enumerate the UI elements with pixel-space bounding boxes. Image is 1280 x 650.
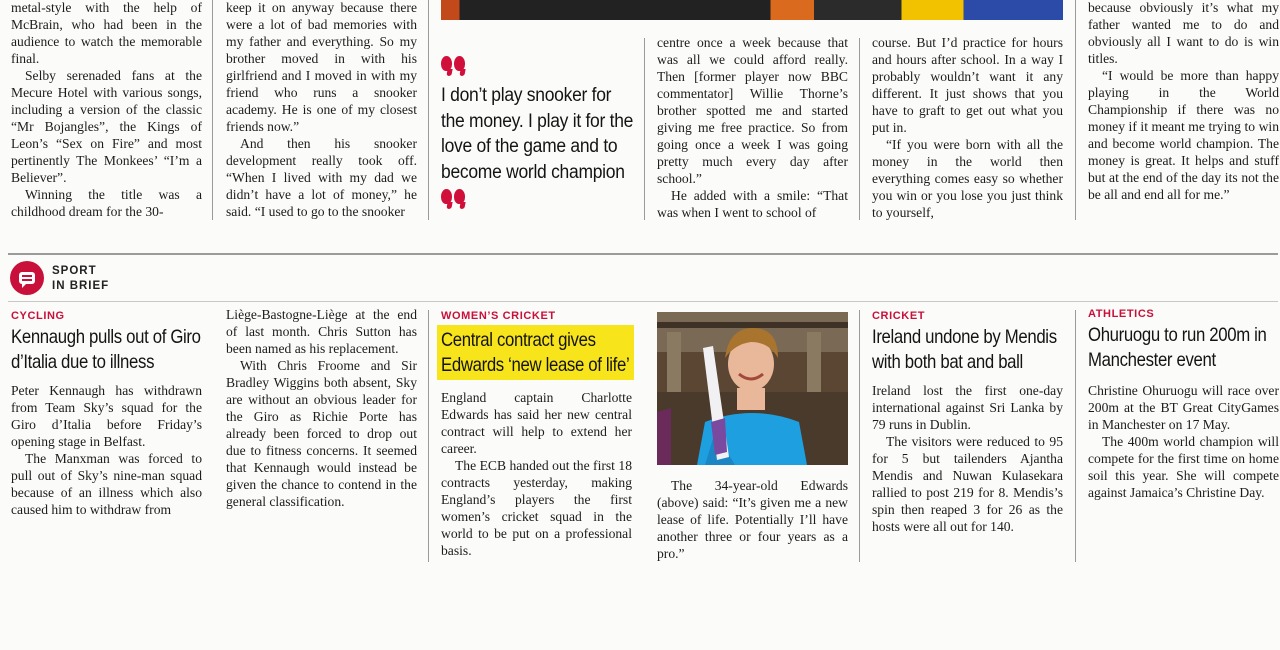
- paragraph: centre once a week because that was all we could afford really. Then [former player now BBC commentator] Willie Thorne’s brother spotted me and started giving me free practice. So from going once a week I was going pretty much every day after school.”: [657, 35, 848, 186]
- paragraph: He added with a smile: “That was when I went to school of: [657, 188, 848, 220]
- open-quote-icon: [441, 56, 655, 71]
- paragraph: The 400m world champion will compete for the first time on home soil this year. She will compete against Jamaica’s Christine Day.: [1088, 434, 1279, 500]
- paragraph: “If you were born with all the money in the world then everything comes easy so whether you win or you lose you just think to yourself,: [872, 137, 1063, 220]
- headline: Ireland undone by Mendis with both bat and ball: [872, 326, 1057, 373]
- column-rule: [428, 310, 429, 562]
- paragraph: The ECB handed out the first 18 contracts yesterday, making England’s players the first women’s cricket squad in the world to be put on a professional basis.: [441, 458, 632, 558]
- paragraph: Winning the title was a childhood dream for the 30-: [11, 187, 202, 219]
- paragraph: England captain Charlotte Edwards has said her new central contract will help to extend her career.: [441, 390, 632, 456]
- paragraph: metal-style with the help of McBrain, who had been in the audience to watch the memorable final.: [11, 0, 202, 66]
- paragraph: keep it on anyway because there were a lot of bad memories with my father and everything. So my brother moved in with his girlfriend and I moved in with my friend who runs a snooker academy. He is one of my closest friends now.”: [226, 0, 417, 134]
- column-rule: [859, 38, 860, 220]
- brief-body: [1088, 382, 1279, 501]
- paragraph: “I would be more than happy playing in the World Championship if there was no money if it meant me trying to win and become world champion. The money is great. It helps and stuff but at the end of the day its not the be all and end all for me.”: [1088, 68, 1279, 202]
- paragraph: course. But I’d practice for hours and hours after school. In a way I probably wouldn’t want it any different. It just shows that you have to graft to get out what you put in.: [872, 35, 1063, 135]
- column-rule: [859, 310, 860, 562]
- paragraph: Liège-Bastogne-Liège at the end of last month. Chris Sutton has been named as his replacement.: [226, 307, 417, 356]
- speech-bubble-icon: [10, 261, 44, 295]
- kicker: WOMEN’S CRICKET: [441, 310, 556, 322]
- photo-caption: [657, 477, 848, 562]
- charlotte-edwards-photo: [657, 312, 848, 465]
- column-rule: [1075, 0, 1076, 220]
- pull-quote-text: I don’t play snooker for the money. I play it for the love of the game and to become world champion: [441, 85, 634, 183]
- brief-cricket: [872, 310, 1072, 535]
- brief-cycling: [11, 310, 211, 518]
- kicker: CRICKET: [872, 310, 926, 322]
- column-rule: [212, 0, 213, 220]
- kicker: ATHLETICS: [1088, 308, 1155, 320]
- headline-line-2: Edwards ‘new lease of life’: [441, 354, 630, 376]
- paragraph: The Manxman was forced to pull out of Sky’s nine-man squad because of an illness which also caused him to withdraw from: [11, 451, 202, 517]
- brief-cycling-continued: [226, 306, 417, 510]
- top-photo-strip: [441, 0, 1063, 20]
- brief-body: [872, 382, 1063, 535]
- brief-womens-cricket: [441, 310, 646, 559]
- column-rule: [428, 0, 429, 220]
- brief-athletics: [1088, 308, 1280, 501]
- paragraph: Christine Ohuruogu will race over 200m at the BT Great CityGames in Manchester on 17 May.: [1088, 383, 1279, 432]
- brief-body: [441, 389, 632, 559]
- close-quote-icon: [441, 189, 655, 204]
- paragraph: Ireland lost the first one-day international against Sri Lanka by 79 runs in Dublin.: [872, 383, 1063, 432]
- top-column-1: [11, 0, 202, 220]
- pull-quote: [441, 56, 655, 204]
- column-rule: [1075, 310, 1076, 562]
- headline: Kennaugh pulls out of Giro d’Italia due to illness: [11, 326, 201, 373]
- headline-line-1: Central contract gives: [441, 329, 596, 351]
- top-column-5: [872, 34, 1063, 221]
- top-column-4: [657, 34, 848, 221]
- top-column-6: [1088, 0, 1279, 203]
- paragraph: The visitors were reduced to 95 for 5 but tailenders Ajantha Mendis and Nuwan Kulasekara rallied to post 219 for 8. Mendis’s spin then reaped 3 for 26 as the hosts were all out for 140.: [872, 434, 1063, 534]
- paragraph: because obviously it’s what my father wanted me to do and obviously all I want to do is win titles.: [1088, 0, 1279, 66]
- paragraph: And then his snooker development really took off. “When I lived with my dad we didn’t have a lot of money,” he said. “I used to go to the snooker: [226, 136, 417, 219]
- section-divider-bottom: [8, 301, 1278, 302]
- paragraph: Selby serenaded fans at the Mecure Hotel with various songs, including a version of the classic “Mr Bojangles”, the Kings of Leon’s “Sex on Fire” and most pertinently The Monkees’ “I’m a Believer”.: [11, 68, 202, 185]
- paragraph: Peter Kennaugh has withdrawn from Team Sky’s squad for the Giro d’Italia before Friday’s opening stage in Belfast.: [11, 383, 202, 449]
- headline-highlight: [437, 325, 634, 380]
- headline: Ohuruogu to run 200m in Manchester event: [1088, 324, 1267, 371]
- section-label: [52, 264, 109, 294]
- paragraph: With Chris Froome and Sir Bradley Wiggins both absent, Sky are without an obvious leader for the Giro as Richie Porte has already been forced to drop out due to fitness concerns. It seemed that Kennaugh would instead be given the chance to contend in the general classification.: [226, 358, 417, 509]
- section-label-line2: IN BRIEF: [52, 280, 110, 292]
- paragraph: The 34-year-old Edwards (above) said: “It’s given me a new lease of life. Potentially I’ll have another three or four years as a pro.”: [657, 478, 848, 561]
- kicker: CYCLING: [11, 310, 65, 322]
- brief-body: [11, 382, 202, 518]
- column-rule: [644, 38, 645, 220]
- section-label-line1: SPORT: [52, 265, 97, 277]
- section-divider-top: [8, 253, 1278, 255]
- top-column-2: [226, 0, 417, 220]
